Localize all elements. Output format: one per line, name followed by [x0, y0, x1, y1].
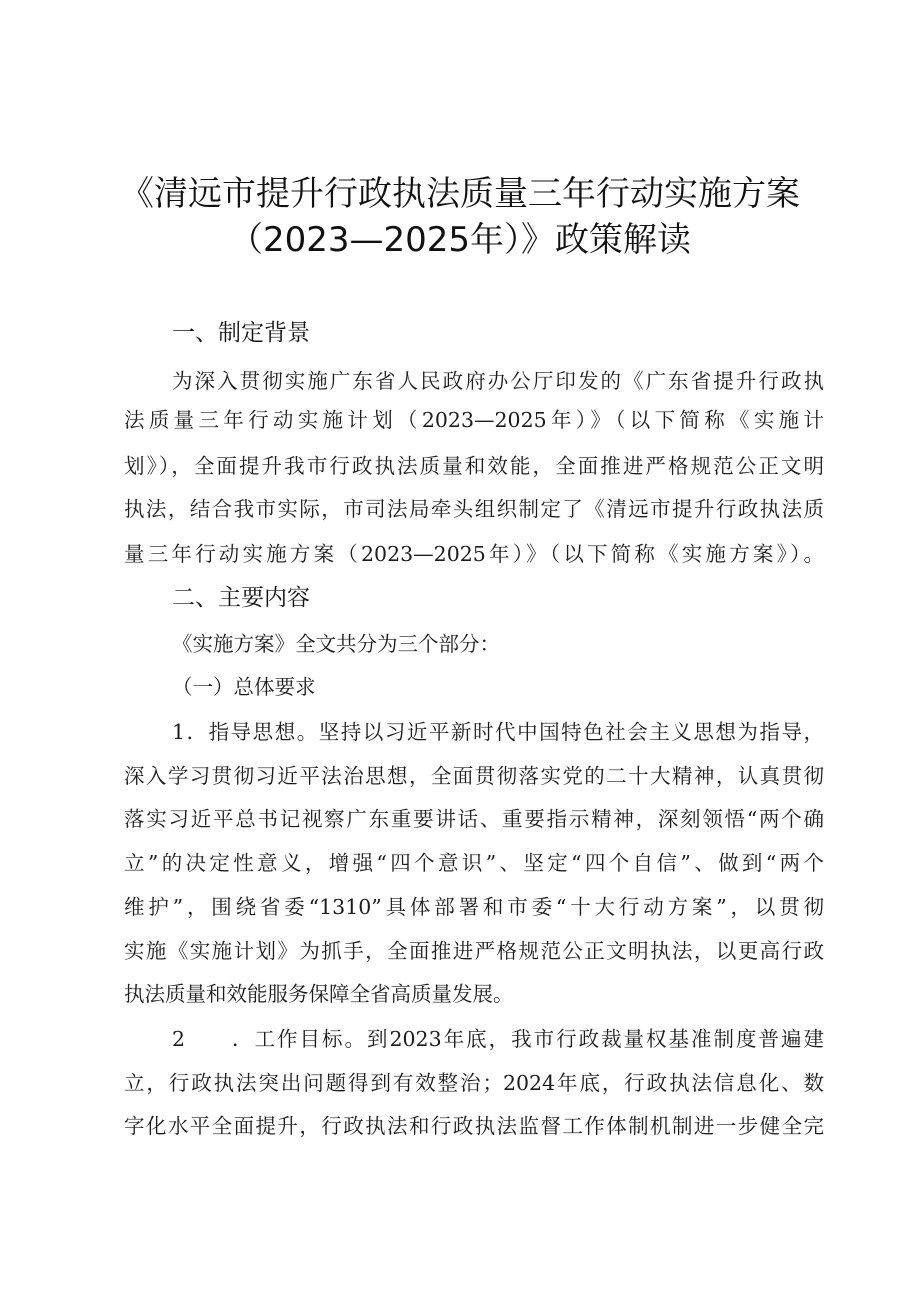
paragraph-line: 《实施方案》全文共分为三个部分： [172, 632, 500, 656]
paragraph-line: 为深入贯彻实施广东省人民政府办公厅印发的《广东省提升行政执 [172, 369, 824, 393]
paragraph-line: 量三年行动实施方案（2023—2025年）》（以下简称《实施方案》）。 [124, 542, 824, 566]
paragraph-line: 实施《实施计划》为抓手，全面推进严格规范公正文明执法，以更高行政 [124, 939, 824, 963]
paragraph-line: 2 ．工作目标。到2023年底，我市行政裁量权基准制度普遍建 [172, 1027, 824, 1051]
paragraph-line: 1．指导思想。坚持以习近平新时代中国特色社会主义思想为指导， [172, 720, 824, 744]
document-title-line-1: 《清远市提升行政执法质量三年行动实施方案 [120, 174, 800, 214]
section-heading-background: 一、制定背景 [172, 320, 310, 346]
paragraph-line: 划》），全面提升我市行政执法质量和效能，全面推进严格规范公正文明 [124, 454, 824, 478]
paragraph-line: 法质量三年行动实施计划（2023—2025年）》（以下简称《实施计 [124, 408, 824, 432]
section-heading-main-content: 二、主要内容 [172, 585, 310, 611]
paragraph-line: 落实习近平总书记视察广东重要讲话、重要指示精神，深刻领悟“两个确 [124, 807, 824, 831]
paragraph-line: 深入学习贯彻习近平法治思想，全面贯彻落实党的二十大精神，认真贯彻 [124, 764, 824, 788]
paragraph-line: 立，行政执法突出问题得到有效整治；2024年底，行政执法信息化、数 [124, 1071, 824, 1095]
document-title-line-2: （2023—2025年）》政策解读 [228, 220, 692, 260]
paragraph-line: 执法质量和效能服务保障全省高质量发展。 [124, 982, 514, 1006]
paragraph-line: 维护”，围绕省委“1310”具体部署和市委“十大行动方案”，以贯彻 [124, 895, 824, 919]
paragraph-line: 字化水平全面提升，行政执法和行政执法监督工作体制机制进一步健全完 [124, 1114, 824, 1138]
paragraph-line: 立”的决定性意义，增强“四个意识”、坚定“四个自信”、做到“两个 [124, 851, 824, 875]
paragraph-line: 执法，结合我市实际，市司法局牵头组织制定了《清远市提升行政执法质 [124, 497, 824, 521]
subsection-heading: （一）总体要求 [172, 675, 316, 699]
